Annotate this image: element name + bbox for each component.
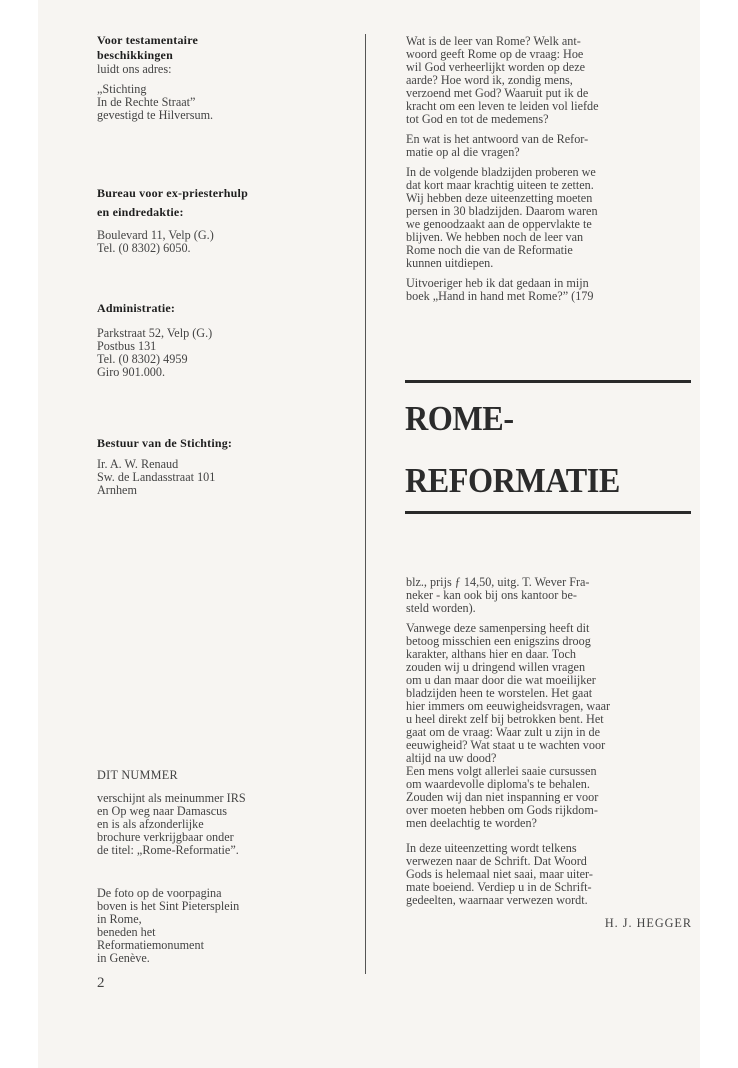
- right-column-bottom: [406, 576, 692, 930]
- administratie-address: Parkstraat 52, Velp (G.) Postbus 131 Tel. (0 8302) 4959 Giro 901.000.: [97, 326, 213, 379]
- administratie-heading: Administratie:: [97, 301, 176, 315]
- bestuur-section: [97, 436, 347, 497]
- right-column-top: [406, 35, 692, 303]
- testament-intro: luidt ons adres:: [97, 62, 172, 76]
- nummer-heading: DIT NUMMER: [97, 768, 178, 782]
- paragraph-scripture: In deze uiteenzetting wordt telkens verwezen naar de Schrift. Dat Woord Gods is helemaal niet saai, maar uiter- mate boeiend. Verdiep u in de Schrift- gedeelten, waarnaar verwezen wordt.: [406, 841, 593, 907]
- testament-address: „Stichting In de Rechte Straat” gevestigd te Hilversum.: [97, 82, 214, 122]
- paragraph-reformatie-answer: En wat is het antwoord van de Refor- matie op al die vragen?: [406, 132, 589, 159]
- bestuur-heading: Bestuur van de Stichting:: [97, 436, 233, 450]
- paragraph-compression: Vanwege deze samenpersing heeft dit betoog misschien een enigszins droog karakter, althans hier en daar. Toch zouden wij u dringend willen vragen om u dan maar door die wat moeilijker bladzijden heen te worstelen. Het gaat hier immers om eeuwigheidsvragen, waar u heel direkt zelf bij betrokken bent. Het gaat om de vraag: Waar zult u zijn in de eeuwigheid? Wat staat u te wachten voor altijd na uw dood? Een mens volgt allerlei saaie cursussen om waardevolle diploma's te behalen. Zouden wij dan niet inspanning er voor over moeten hebben om Gods rijkdom- men deelachtig te worden?: [406, 621, 611, 830]
- paragraph-following-pages: In de volgende bladzijden proberen we dat kort maar krachtig uiteen te zetten. Wij hebben deze uiteenzetting moeten persen in 30 bladzijden. Daarom waren we genoodzaakt aan de oppervlakte te blijven. We hebben noch de leer van Rome noch die van de Reformatie kunnen uitdiepen.: [406, 165, 598, 270]
- nummer-text: verschijnt als meinummer IRS en Op weg naar Damascus en is als afzonderlijke brochure verkrijgbaar onder de titel: „Rome-Reformatie”.: [97, 791, 246, 857]
- title-rule-top: [405, 380, 691, 383]
- author-signature: H. J. HEGGER: [604, 916, 692, 930]
- paragraph-book-price: blz., prijs ƒ 14,50, uitg. T. Wever Fra- neker - kan ook bij ons kantoor be- steld worden).: [406, 575, 590, 615]
- bureau-address: Boulevard 11, Velp (G.) Tel. (0 8302) 6050.: [97, 228, 214, 255]
- nummer-section: [97, 769, 347, 857]
- testament-section: [97, 33, 347, 122]
- testament-heading: Voor testamentaire beschikkingen: [97, 33, 199, 62]
- column-divider: [365, 34, 366, 974]
- title-block: [405, 380, 691, 514]
- bureau-heading: Bureau voor ex-priesterhulp en eindredaktie:: [97, 186, 248, 219]
- paragraph-questions: Wat is de leer van Rome? Welk ant- woord geeft Rome op de vraag: Hoe wil God verheerlijkt worden op deze aarde? Hoe word ik, zondig mens, verzoend met God? Waaruit put ik de kracht om een leven te leiden vol liefde tot God en tot de medemens?: [406, 34, 599, 126]
- bestuur-members: Ir. A. W. Renaud Sw. de Landasstraat 101 Arnhem: [97, 457, 216, 497]
- title-line-2: REFORMATIE: [405, 461, 620, 500]
- administratie-section: [97, 301, 347, 379]
- paragraph-book-reference: Uitvoeriger heb ik dat gedaan in mijn boek „Hand in hand met Rome?” (179: [406, 276, 594, 303]
- bureau-section: [97, 184, 347, 255]
- title-rule-bottom: [405, 511, 691, 514]
- title-line-1: ROME-: [405, 399, 514, 438]
- foto-section: De foto op de voorpagina boven is het Sint Pietersplein in Rome, beneden het Reformatiemonument in Genève.: [97, 886, 240, 965]
- page-number: 2: [97, 975, 105, 991]
